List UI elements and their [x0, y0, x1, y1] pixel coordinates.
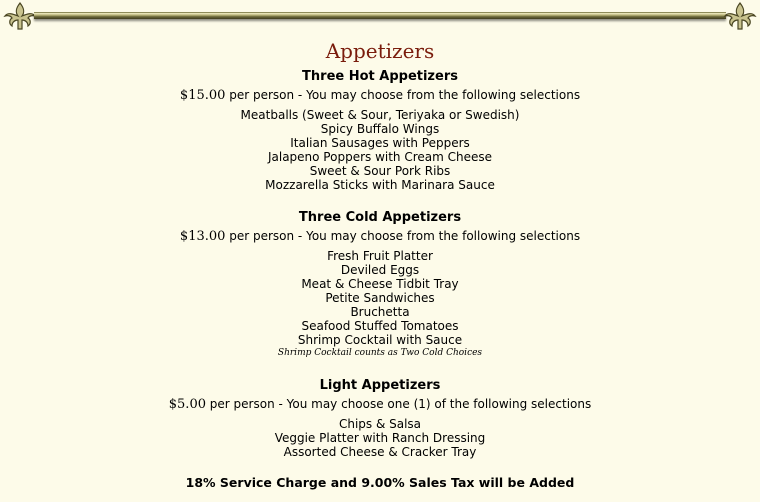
menu-item: Jalapeno Poppers with Cream Cheese	[267, 150, 493, 164]
menu-item: Sweet & Sour Pork Ribs	[309, 164, 451, 178]
price-description: per person - You may choose one (1) of the following selections	[205, 397, 592, 411]
menu-item: Shrimp Cocktail with Sauce	[297, 333, 463, 347]
menu-item: Petite Sandwiches	[325, 291, 435, 305]
page-title: Appetizers	[325, 39, 435, 63]
menu-section-cold	[0, 209, 760, 360]
section-price: $15.00	[179, 88, 226, 103]
menu-item: Chips & Salsa	[338, 417, 422, 431]
menu-item: Mozzarella Sticks with Marinara Sauce	[265, 178, 495, 192]
section-price: $5.00	[168, 397, 206, 412]
fleur-de-lis-icon	[2, 1, 38, 31]
menu-item: Meat & Cheese Tidbit Tray	[301, 277, 459, 291]
menu-item: Fresh Fruit Platter	[327, 249, 433, 263]
section-note: Shrimp Cocktail counts as Two Cold Choices	[277, 348, 483, 358]
fleur-de-lis-icon	[722, 1, 758, 31]
gold-rule-bar	[34, 12, 726, 19]
menu-item: Bruchetta	[350, 305, 410, 319]
price-line	[0, 395, 760, 414]
menu-item: Spicy Buffalo Wings	[320, 122, 440, 136]
section-title: Light Appetizers	[319, 378, 441, 393]
price-line	[0, 86, 760, 105]
menu-item: Deviled Eggs	[340, 263, 420, 277]
price-line	[0, 227, 760, 246]
menu-item: Italian Sausages with Peppers	[290, 136, 470, 150]
menu-content	[0, 38, 760, 491]
menu-item: Assorted Cheese & Cracker Tray	[283, 445, 477, 459]
section-price: $13.00	[179, 229, 226, 244]
service-charge-note: 18% Service Charge and 9.00% Sales Tax will be Added	[185, 475, 575, 490]
menu-item: Seafood Stuffed Tomatoes	[301, 319, 459, 333]
price-description: per person - You may choose from the following selections	[225, 229, 581, 243]
price-description: per person - You may choose from the following selections	[225, 88, 581, 102]
section-title: Three Cold Appetizers	[298, 210, 462, 225]
menu-section-light	[0, 377, 760, 459]
decorative-header-rule	[0, 0, 760, 32]
section-title: Three Hot Appetizers	[302, 69, 458, 84]
menu-item: Meatballs (Sweet & Sour, Teriyaka or Swedish)	[240, 108, 520, 122]
menu-section-hot	[0, 68, 760, 192]
menu-item: Veggie Platter with Ranch Dressing	[274, 431, 486, 445]
